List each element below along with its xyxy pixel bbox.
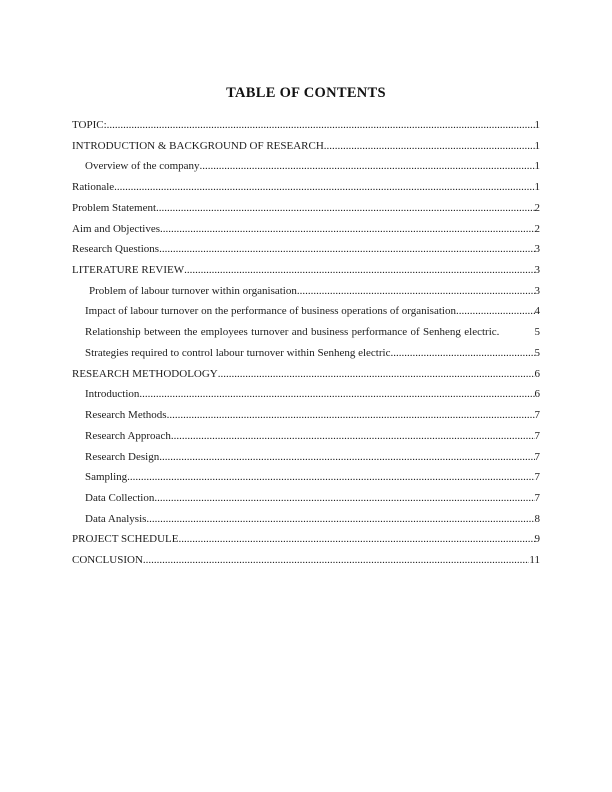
toc-page-number: 4: [534, 305, 540, 318]
toc-entry: [72, 301, 540, 322]
toc-entry-title: Research Methods: [85, 409, 167, 422]
toc-page-number: 1: [534, 160, 540, 173]
toc-entry-title: Research Questions: [72, 243, 160, 256]
toc-dot-leader: [160, 219, 535, 240]
toc-entry-title: Relationship between the employees turnover and business performance of Senheng electric.: [85, 326, 500, 339]
toc-dot-leader: [159, 239, 534, 260]
toc-entry: [72, 260, 540, 281]
toc-dot-leader: [200, 156, 535, 177]
toc-entry-title: Data Collection: [85, 491, 155, 504]
toc-dot-leader: [154, 488, 534, 509]
toc-page-number: 9: [534, 533, 540, 546]
toc-entry: [72, 384, 540, 405]
toc-dot-leader: [390, 343, 534, 364]
toc-dot-leader: [139, 384, 534, 405]
toc-entry-title: RESEARCH METHODOLOGY: [72, 367, 218, 380]
toc-page-number: 5: [534, 326, 540, 339]
toc-page-number: 5: [534, 346, 540, 359]
toc-dot-leader: [324, 136, 535, 157]
toc-page-number: 2: [534, 201, 540, 214]
toc-entry-title: Impact of labour turnover on the performance of business operations of organisation: [85, 305, 456, 318]
toc-entry-title: TOPIC:: [72, 119, 107, 131]
toc-page-number: 7: [534, 409, 540, 422]
toc-dot-leader: [178, 529, 534, 550]
toc-entry-title: Overview of the company: [85, 160, 200, 173]
toc-entry-title: Research Design: [85, 450, 160, 463]
toc-dot-leader: [456, 301, 535, 322]
toc-page-number: 7: [534, 471, 540, 484]
toc-entry-title: Introduction: [85, 388, 140, 401]
toc-dot-leader: [167, 405, 535, 426]
toc-dot-leader: [159, 447, 534, 468]
toc-entry: [72, 281, 540, 302]
toc-dot-leader: [156, 198, 534, 219]
toc-entry-title: LITERATURE REVIEW: [72, 264, 185, 277]
toc-page-number: 1: [534, 119, 540, 131]
toc-page-number: 7: [534, 429, 540, 442]
toc-page-number: 11: [529, 554, 540, 567]
toc-entry-title: Rationale: [72, 181, 115, 194]
toc-entry: [72, 447, 540, 468]
toc-entry-title: Research Approach: [85, 429, 171, 442]
toc-page-number: 3: [534, 243, 540, 256]
toc-dot-leader: [143, 550, 530, 571]
toc-list: [72, 115, 540, 571]
page-title: TABLE OF CONTENTS: [226, 85, 386, 101]
toc-page-number: 3: [534, 264, 540, 277]
toc-entry: [72, 488, 540, 509]
toc-entry: [72, 529, 540, 550]
toc-page-number: 6: [534, 388, 540, 401]
toc-entry: [72, 509, 540, 530]
toc-page-number: 2: [534, 222, 540, 235]
toc-entry: [72, 322, 540, 343]
toc-entry: [72, 467, 540, 488]
toc-page-number: 6: [534, 367, 540, 380]
toc-entry-title: Problem Statement: [72, 201, 157, 214]
toc-entry: [72, 343, 540, 364]
toc-dot-leader: [127, 467, 534, 488]
toc-entry-title: Data Analysis: [85, 512, 147, 525]
toc-entry-title: Aim and Objectives: [72, 222, 160, 235]
toc-entry: [72, 364, 540, 385]
toc-dot-leader: [114, 177, 534, 198]
toc-entry: [72, 405, 540, 426]
toc-dot-leader: [218, 364, 535, 385]
toc-entry: [72, 198, 540, 219]
toc-entry: [72, 550, 540, 571]
toc-dot-leader: [297, 281, 535, 302]
toc-entry: [72, 219, 540, 240]
toc-page-number: 7: [534, 450, 540, 463]
toc-entry: [72, 156, 540, 177]
toc-entry: [72, 115, 540, 136]
toc-entry: [72, 177, 540, 198]
toc-entry-title: CONCLUSION: [72, 554, 143, 567]
toc-page-number: 3: [534, 284, 540, 297]
toc-page-number: 8: [534, 512, 540, 525]
toc-entry-title: Sampling: [85, 471, 128, 484]
toc-page-number: 7: [534, 491, 540, 504]
toc-dot-leader: [146, 509, 534, 530]
toc-entry-title: Strategies required to control labour turnover within Senheng electric: [85, 346, 391, 359]
toc-entry: [72, 136, 540, 157]
toc-dot-leader: [171, 426, 535, 447]
toc-dot-leader: [107, 115, 535, 136]
toc-entry: [72, 239, 540, 260]
toc-page-number: 1: [534, 181, 540, 194]
toc-entry-title: INTRODUCTION & BACKGROUND OF RESEARCH: [72, 139, 324, 152]
toc-dot-leader: [184, 260, 534, 281]
toc-entry-title: PROJECT SCHEDULE: [72, 533, 179, 546]
toc-page-number: 1: [534, 139, 540, 152]
toc-entry-title: Problem of labour turnover within organisation: [89, 284, 297, 297]
toc-entry: [72, 426, 540, 447]
